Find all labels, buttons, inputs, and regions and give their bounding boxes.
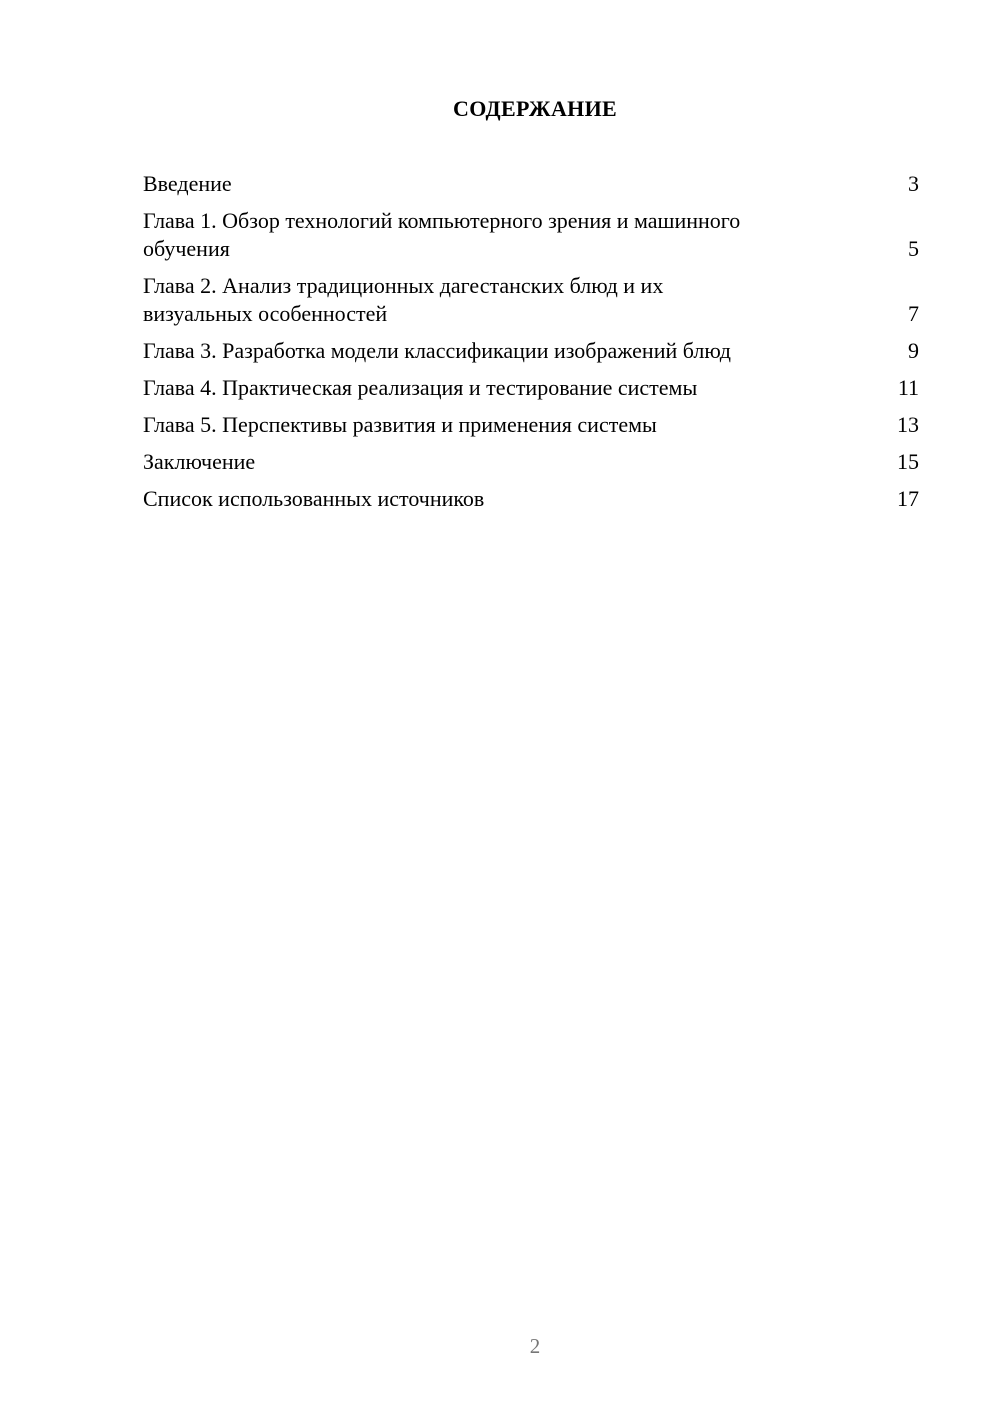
toc-entry [143, 272, 919, 328]
toc-entry [143, 170, 919, 198]
toc-entry-title: Глава 4. Практическая реализация и тестирование системы [143, 375, 698, 400]
toc-entry [143, 448, 919, 476]
toc-entry-page: 9 [908, 338, 919, 363]
toc-entry-title: Заключение [143, 449, 256, 474]
toc-entry [143, 411, 919, 439]
toc-entry-page: 11 [897, 375, 919, 400]
toc-entry-title: Список использованных источников [143, 486, 485, 511]
toc-entry-title: Введение [143, 171, 232, 196]
toc-entry [143, 374, 919, 402]
toc-entry [143, 337, 919, 365]
toc-entry [143, 207, 919, 263]
toc-entry-title: Глава 3. Разработка модели классификации изображений блюд [143, 338, 731, 363]
toc-entry-title: Глава 5. Перспективы развития и применения системы [143, 412, 657, 437]
toc-entry-page: 7 [908, 301, 919, 326]
toc-entry-page: 5 [908, 236, 919, 261]
page-number: 2 [529, 1334, 541, 1358]
toc-entry-page: 13 [897, 412, 919, 437]
toc-entry [143, 485, 919, 513]
toc-entry-title: Глава 1. Обзор технологий компьютерного зрения и машинного обучения [143, 208, 741, 261]
toc-entry-page: 17 [897, 486, 919, 511]
toc-entry-page: 15 [897, 449, 919, 474]
toc-entry-title: Глава 2. Анализ традиционных дагестанских блюд и их визуальных особенностей [143, 273, 664, 326]
page-title: СОДЕРЖАНИЕ [453, 96, 617, 121]
toc-entry-page: 3 [908, 171, 919, 196]
table-of-contents [143, 170, 919, 522]
